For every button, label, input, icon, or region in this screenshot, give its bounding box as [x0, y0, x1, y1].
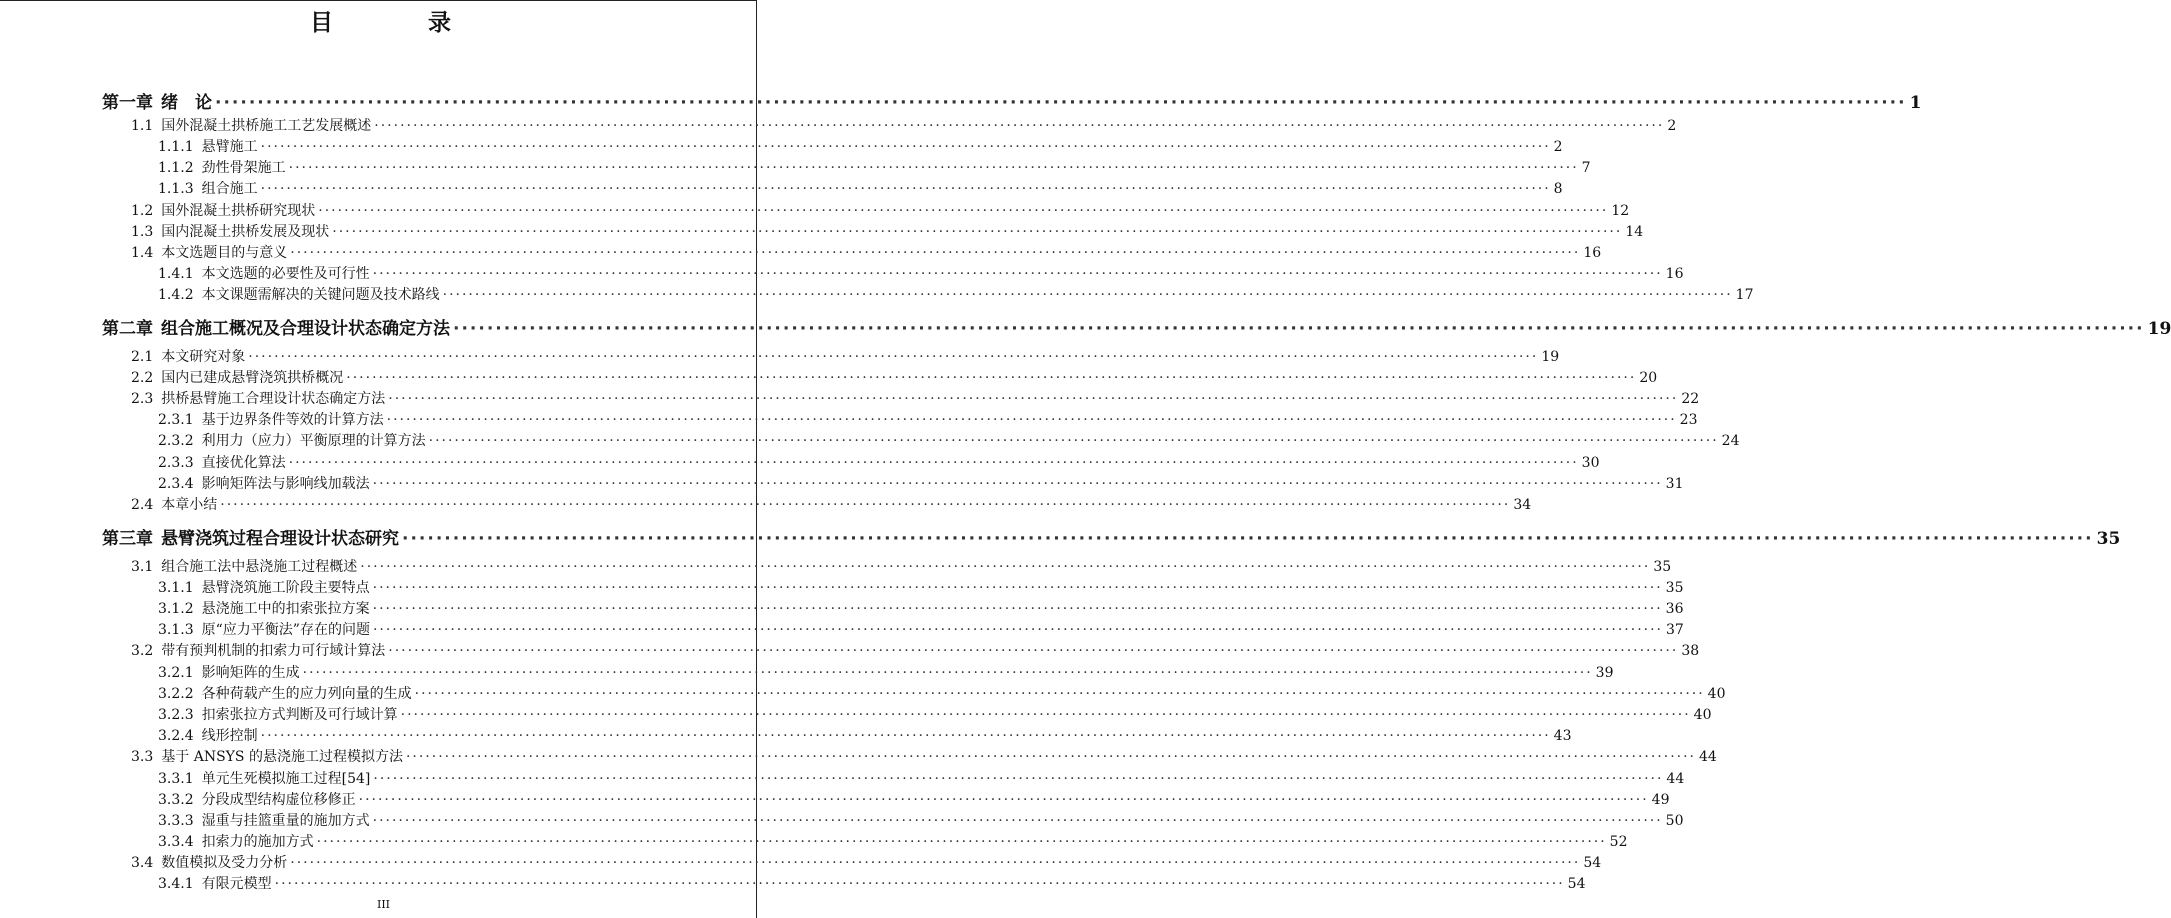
toc-entry-page-number: 16: [1665, 266, 1684, 282]
toc-entry-label: 本章小结: [161, 497, 218, 513]
toc-entry-title: [102, 88, 212, 113]
toc-entry-label: 湿重与挂篮重量的施加方式: [201, 813, 370, 829]
dot-leader: ········································································································································································································: [220, 497, 1511, 513]
toc-entry-title: [158, 810, 370, 830]
dot-leader: ········································································································································································································: [374, 118, 1665, 134]
dot-leader: ········································································································································································································: [428, 433, 1719, 449]
toc-entry-label: 国内混凝土拱桥发展及现状: [161, 224, 330, 240]
toc-entry-sub[interactable]: [158, 831, 1628, 851]
toc-entry-number: 2.3.4: [158, 476, 194, 492]
toc-entry-title: [158, 284, 440, 304]
toc-entry-title: [158, 704, 398, 724]
toc-entry-section[interactable]: [131, 242, 1602, 262]
toc-entry-number: 3.1.3: [158, 622, 194, 638]
toc-entry-title: [131, 494, 217, 514]
toc-entry-title: [158, 831, 314, 851]
toc-entry-label: 本文选题目的与意义: [161, 245, 288, 261]
toc-entry-sub[interactable]: [158, 768, 1685, 788]
dot-leader: ········································································································································································································: [332, 224, 1623, 240]
toc-entry-page-number: 16: [1583, 245, 1602, 261]
toc-entry-title: [158, 873, 272, 893]
toc-entry-label: 劲性骨架施工: [201, 160, 286, 176]
toc-entry-label: 基于 ANSYS 的悬浇施工过程模拟方法: [161, 749, 403, 765]
toc-entry-page-number: 52: [1609, 834, 1628, 850]
toc-entry-chapter[interactable]: [102, 524, 2121, 549]
toc-entry-page-number: 50: [1665, 813, 1684, 829]
dot-leader: ········································································································································································································: [373, 771, 1664, 787]
toc-entry-number: 2.4: [131, 497, 154, 513]
toc-entry-label: 悬臂浇筑过程合理设计状态研究: [161, 529, 399, 549]
dot-leader: ········································································································································································································: [372, 601, 1663, 617]
toc-entry-title: [102, 524, 399, 549]
toc-entry-page-number: 40: [1707, 686, 1726, 702]
toc-entry-section[interactable]: [131, 852, 1602, 872]
toc-entry-title: [131, 556, 357, 576]
toc-entry-label: 拱桥悬臂施工合理设计状态确定方法: [161, 391, 386, 407]
toc-entry-section[interactable]: [131, 556, 1672, 576]
toc-entry-label: 基于边界条件等效的计算方法: [201, 412, 384, 428]
dot-leader: ········································································································································································································: [414, 686, 1705, 702]
dot-leader: ········································································································································································································: [405, 749, 1696, 765]
toc-entry-label: 国外混凝土拱桥施工工艺发展概述: [161, 118, 372, 134]
dot-leader: ········································································································································································································: [453, 319, 2145, 339]
toc-entry-label: 原“应力平衡法”存在的问题: [201, 622, 370, 638]
toc-entry-number: 2.1: [131, 349, 154, 365]
toc-entry-number: 1.1: [131, 118, 154, 134]
toc-entry-sub[interactable]: [158, 157, 1591, 177]
toc-entry-page-number: 30: [1581, 455, 1600, 471]
toc-entry-title: [131, 115, 371, 135]
toc-entry-label: 组合施工概况及合理设计状态确定方法: [161, 319, 450, 339]
toc-entry-number: 3.3: [131, 749, 154, 765]
toc-entry-title: [158, 789, 356, 809]
dot-leader: ········································································································································································································: [372, 813, 1663, 829]
dot-leader: ········································································································································································································: [316, 834, 1607, 850]
dot-leader: ········································································································································································································: [372, 266, 1663, 282]
toc-entry-page-number: 43: [1553, 728, 1572, 744]
toc-entry-title: [131, 746, 403, 766]
toc-entry-title: [158, 768, 370, 788]
toc-entry-label: 悬臂浇筑施工阶段主要特点: [201, 580, 370, 596]
toc-entry-label: 有限元模型: [201, 876, 272, 892]
toc-entry-sub[interactable]: [158, 473, 1684, 493]
toc-entry-title: [131, 640, 385, 660]
toc-entry-title: [158, 430, 426, 450]
toc-entry-title: [158, 725, 258, 745]
toc-entry-sub[interactable]: [158, 263, 1684, 283]
toc-entry-section[interactable]: [131, 200, 1630, 220]
dot-leader: ········································································································································································································: [400, 707, 1691, 723]
toc-entry-number: 1.4: [131, 245, 154, 261]
toc-entry-page-number: 23: [1679, 412, 1698, 428]
toc-entry-number: 1.1.3: [158, 181, 194, 197]
toc-entry-section[interactable]: [131, 388, 1700, 408]
toc-entry-label: 扣索力的施加方式: [201, 834, 314, 850]
page-number: III: [376, 898, 391, 911]
toc-entry-number: 第二章: [102, 319, 153, 339]
toc-entry-number: 1.4.1: [158, 266, 194, 282]
dot-leader: ········································································································································································································: [388, 391, 1679, 407]
toc-entry-page-number: 35: [1665, 580, 1684, 596]
toc-entry-title: [131, 221, 329, 241]
toc-entry-label: 本文研究对象: [161, 349, 246, 365]
toc-entry-section[interactable]: [131, 367, 1658, 387]
toc-entry-page-number: 19: [2147, 319, 2171, 339]
dot-leader: ········································································································································································································: [290, 245, 1581, 261]
toc-entry-label: 悬臂施工: [201, 139, 258, 155]
toc-entry-chapter[interactable]: [102, 88, 1922, 113]
toc-entry-page-number: 7: [1581, 160, 1591, 176]
toc-entry-label: 直接优化算法: [201, 455, 286, 471]
toc-entry-title: [158, 263, 370, 283]
toc-entry-page-number: 34: [1513, 497, 1532, 513]
toc-entry-title: [158, 662, 300, 682]
dot-leader: ········································································································································································································: [288, 160, 1579, 176]
toc-entry-page-number: 54: [1583, 855, 1602, 871]
toc-entry-page-number: 31: [1665, 476, 1684, 492]
toc-entry-page-number: 19: [1541, 349, 1560, 365]
toc-entry-label: 各种荷载产生的应力列向量的生成: [201, 686, 412, 702]
toc-entry-label: 数值模拟及受力分析: [161, 855, 288, 871]
toc-entry-number: 3.3.4: [158, 834, 194, 850]
toc-entry-section[interactable]: [131, 221, 1644, 241]
toc-entry-label: 分段成型结构虚位移修正: [201, 792, 356, 808]
toc-entry-label: 组合施工法中悬浇施工过程概述: [161, 559, 358, 575]
toc-entry-label: 本文课题需解决的关键问题及技术路线: [201, 287, 440, 303]
toc-entry-title: [158, 598, 370, 618]
toc-entry-page-number: 8: [1553, 181, 1563, 197]
toc-entry-number: 1.1.1: [158, 139, 194, 155]
dot-leader: ········································································································································································································: [358, 792, 1649, 808]
toc-entry-sub[interactable]: [158, 704, 1712, 724]
toc-entry-page-number: 44: [1699, 749, 1717, 765]
toc-entry-title: [158, 577, 370, 597]
toc-entry-number: 1.1.2: [158, 160, 194, 176]
toc-entry-number: 3.3.1: [158, 771, 194, 787]
toc-entry-sub[interactable]: [158, 178, 1563, 198]
toc-entry-page-number: 38: [1681, 643, 1700, 659]
toc-entry-title: [131, 388, 385, 408]
toc-entry-title: [158, 409, 384, 429]
toc-entry-title: [158, 619, 370, 639]
page-title: 目 录: [310, 10, 487, 36]
dot-leader: ········································································································································································································: [388, 643, 1679, 659]
toc-entry-title: [158, 136, 258, 156]
toc-entry-label: 影响矩阵的生成: [201, 665, 300, 681]
dot-leader: ········································································································································································································: [372, 476, 1663, 492]
toc-entry-sub[interactable]: [158, 683, 1726, 703]
page-top-border: [0, 0, 756, 1]
dot-leader: ········································································································································································································: [274, 876, 1565, 892]
toc-entry-page-number: 22: [1681, 391, 1700, 407]
toc-entry-label: 单元生死模拟施工过程[54]: [201, 771, 371, 787]
toc-entry-page-number: 24: [1721, 433, 1740, 449]
toc-entry-section[interactable]: [131, 746, 1717, 766]
toc-entry-page-number: 39: [1595, 665, 1614, 681]
toc-entry-label: 国内已建成悬臂浇筑拱桥概况: [161, 370, 344, 386]
toc-entry-sub[interactable]: [158, 430, 1740, 450]
toc-entry-number: 2.2: [131, 370, 154, 386]
toc-entry-number: 2.3.1: [158, 412, 194, 428]
toc-entry-number: 3.3.2: [158, 792, 194, 808]
dot-leader: ········································································································································································································: [288, 455, 1579, 471]
toc-entry-page-number: 20: [1639, 370, 1658, 386]
dot-leader: ········································································································································································································: [260, 139, 1551, 155]
toc-entry-sub[interactable]: [158, 284, 1754, 304]
dot-leader: ········································································································································································································: [442, 287, 1733, 303]
toc-entry-page-number: 44: [1666, 771, 1685, 787]
toc-entry-sub[interactable]: [158, 725, 1572, 745]
toc-entry-sub[interactable]: [158, 810, 1684, 830]
dot-leader: ········································································································································································································: [290, 855, 1581, 871]
toc-entry-title: [158, 683, 412, 703]
dot-leader: ········································································································································································································: [346, 370, 1637, 386]
toc-entry-number: 1.4.2: [158, 287, 194, 303]
toc-entry-label: 国外混凝土拱桥研究现状: [161, 203, 316, 219]
toc-entry-label: 悬浇施工中的扣索张拉方案: [201, 601, 370, 617]
dot-leader: ········································································································································································································: [372, 622, 1663, 638]
toc-entry-sub[interactable]: [158, 452, 1600, 472]
toc-entry-label: 本文选题的必要性及可行性: [201, 266, 370, 282]
toc-entry-label: 绪 论: [161, 93, 212, 113]
toc-entry-number: 3.2.4: [158, 728, 194, 744]
toc-entry-label: 组合施工: [201, 181, 258, 197]
toc-entry-page-number: 2: [1553, 139, 1563, 155]
toc-entry-number: 3.2.1: [158, 665, 194, 681]
toc-entry-section[interactable]: [131, 640, 1700, 660]
toc-entry-number: 2.3: [131, 391, 154, 407]
toc-entry-number: 3.2.2: [158, 686, 194, 702]
toc-entry-title: [158, 178, 258, 198]
toc-entry-label: 带有预判机制的扣索力可行域计算法: [161, 643, 386, 659]
toc-entry-number: 第三章: [102, 529, 153, 549]
toc-entry-page-number: 2: [1667, 118, 1677, 134]
toc-entry-sub[interactable]: [158, 873, 1586, 893]
toc-entry-number: 3.2.3: [158, 707, 194, 723]
toc-entry-number: 2.3.3: [158, 455, 194, 471]
dot-leader: ········································································································································································································: [360, 559, 1651, 575]
toc-entry-title: [131, 242, 287, 262]
toc-entry-number: 3.1.1: [158, 580, 194, 596]
toc-entry-page-number: 37: [1666, 622, 1684, 638]
toc-entry-number: 3.4.1: [158, 876, 194, 892]
dot-leader: ········································································································································································································: [260, 181, 1551, 197]
toc-entry-sub[interactable]: [158, 789, 1670, 809]
toc-entry-number: 3.1: [131, 559, 154, 575]
toc-entry-page-number: 1: [1909, 93, 1922, 113]
dot-leader: ········································································································································································································: [372, 580, 1663, 596]
dot-leader: ········································································································································································································: [215, 93, 1907, 113]
dot-leader: ········································································································································································································: [248, 349, 1539, 365]
toc-entry-title: [131, 346, 245, 366]
toc-entry-sub[interactable]: [158, 598, 1684, 618]
toc-entry-number: 3.1.2: [158, 601, 194, 617]
toc-entry-number: 3.3.3: [158, 813, 194, 829]
toc-entry-page-number: 49: [1651, 792, 1670, 808]
toc-entry-number: 1.2: [131, 203, 154, 219]
toc-entry-label: 影响矩阵法与影响线加载法: [201, 476, 370, 492]
toc-entry-number: 3.2: [131, 643, 154, 659]
toc-entry-label: 扣索张拉方式判断及可行域计算: [201, 707, 398, 723]
toc-entry-title: [131, 200, 315, 220]
toc-entry-sub[interactable]: [158, 409, 1698, 429]
dot-leader: ········································································································································································································: [402, 529, 2094, 549]
toc-entry-page-number: 14: [1625, 224, 1644, 240]
toc-entry-page-number: 36: [1665, 601, 1684, 617]
toc-entry-page-number: 35: [1653, 559, 1672, 575]
toc-entry-title: [158, 473, 370, 493]
dot-leader: ········································································································································································································: [302, 665, 1593, 681]
toc-entry-page-number: 54: [1567, 876, 1586, 892]
toc-entry-number: 3.4: [131, 855, 154, 871]
dot-leader: ········································································································································································································: [260, 728, 1551, 744]
toc-entry-sub[interactable]: [158, 619, 1684, 639]
toc-entry-title: [158, 452, 286, 472]
toc-entry-title: [158, 157, 286, 177]
toc-entry-page-number: 17: [1735, 287, 1754, 303]
dot-leader: ········································································································································································································: [386, 412, 1677, 428]
toc-entry-sub[interactable]: [158, 577, 1684, 597]
toc-entry-section[interactable]: [131, 115, 1677, 135]
toc-entry-sub[interactable]: [158, 662, 1614, 682]
toc-entry-section[interactable]: [131, 346, 1560, 366]
toc-entry-chapter[interactable]: [102, 314, 2171, 339]
toc-entry-number: 第一章: [102, 93, 153, 113]
toc-entry-sub[interactable]: [158, 136, 1563, 156]
toc-entry-page-number: 12: [1611, 203, 1630, 219]
toc-entry-page-number: 40: [1693, 707, 1712, 723]
toc-entry-title: [102, 314, 450, 339]
toc-entry-section[interactable]: [131, 494, 1532, 514]
toc-entry-title: [131, 367, 343, 387]
toc-entry-label: 线形控制: [201, 728, 258, 744]
toc-entry-title: [131, 852, 287, 872]
toc-entry-label: 利用力（应力）平衡原理的计算方法: [201, 433, 426, 449]
dot-leader: ········································································································································································································: [318, 203, 1609, 219]
toc-entry-page-number: 35: [2096, 529, 2121, 549]
toc-entry-number: 1.3: [131, 224, 154, 240]
toc-entry-number: 2.3.2: [158, 433, 194, 449]
